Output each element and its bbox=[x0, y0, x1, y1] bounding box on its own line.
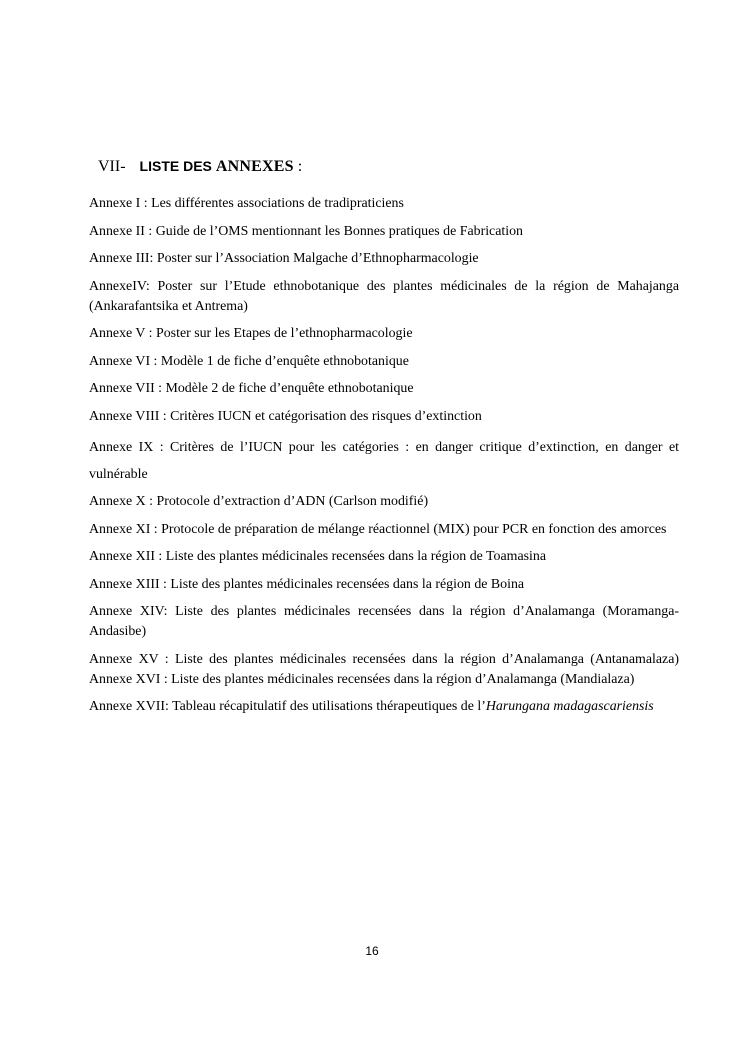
section-title-part2: ANNEXES bbox=[215, 158, 294, 175]
section-title-suffix: : bbox=[293, 158, 303, 175]
page-number: 16 bbox=[365, 944, 379, 958]
section-title-part1: LISTE DES bbox=[139, 158, 212, 174]
annex-xvii-species: Harungana madagascariensis bbox=[485, 699, 654, 714]
annex-xvii-text: Annexe XVII: Tableau récapitulatif des utilisations thérapeutiques de l’ bbox=[89, 699, 486, 714]
annex-list bbox=[89, 194, 679, 725]
annex-entry-ix: Annexe IX : Critères de l’IUCN pour les catégories : en danger critique d’extinction, en danger et vulnérable bbox=[89, 440, 679, 482]
annex-entry-vi: Annexe VI : Modèle 1 de fiche d’enquête ethnobotanique bbox=[89, 353, 409, 369]
annex-entry-ii: Annexe II : Guide de l’OMS mentionnant les Bonnes pratiques de Fabrication bbox=[89, 223, 523, 239]
annex-entry-xii: Annexe XII : Liste des plantes médicinales recensées dans la région de Toamasina bbox=[89, 549, 546, 564]
annex-entry-i: Annexe I : Les différentes associations de tradipraticiens bbox=[89, 196, 404, 211]
section-heading bbox=[98, 156, 302, 177]
annex-entry-viii: Annexe VIII : Critères IUCN et catégorisation des risques d’extinction bbox=[89, 408, 482, 424]
annex-entry-xvii bbox=[89, 697, 679, 717]
annex-entry-x: Annexe X : Protocole d’extraction d’ADN (Carlson modifié) bbox=[89, 494, 429, 509]
annex-entry-iii: Annexe III: Poster sur l’Association Malgache d’Ethnopharmacologie bbox=[89, 251, 479, 266]
annex-entry-xiv: Annexe XIV: Liste des plantes médicinales recensées dans la région d’Analamanga (Moramanga-Andasibe) bbox=[89, 604, 679, 639]
section-number: VII- bbox=[98, 158, 126, 175]
annex-entry-v: Annexe V : Poster sur les Etapes de l’ethnopharmacologie bbox=[89, 326, 413, 341]
annex-entry-xi: Annexe XI : Protocole de préparation de mélange réactionnel (MIX) pour PCR en fonction des amorces bbox=[89, 521, 667, 537]
annex-entry-xiii: Annexe XIII : Liste des plantes médicinales recensées dans la région de Boina bbox=[89, 576, 525, 592]
annex-entry-xv-xvi: Annexe XV : Liste des plantes médicinales recensées dans la région d’Analamanga (Antanamalaza) Annexe XVI : Liste des plantes médicinales recensées dans la région d’Analamanga (Mandialaza) bbox=[89, 651, 679, 687]
annex-entry-vii: Annexe VII : Modèle 2 de fiche d’enquête ethnobotanique bbox=[89, 381, 414, 396]
annex-entry-iv: AnnexeIV: Poster sur l’Etude ethnobotanique des plantes médicinales de la région de Mahajanga (Ankarafantsika et Antrema) bbox=[89, 278, 679, 314]
